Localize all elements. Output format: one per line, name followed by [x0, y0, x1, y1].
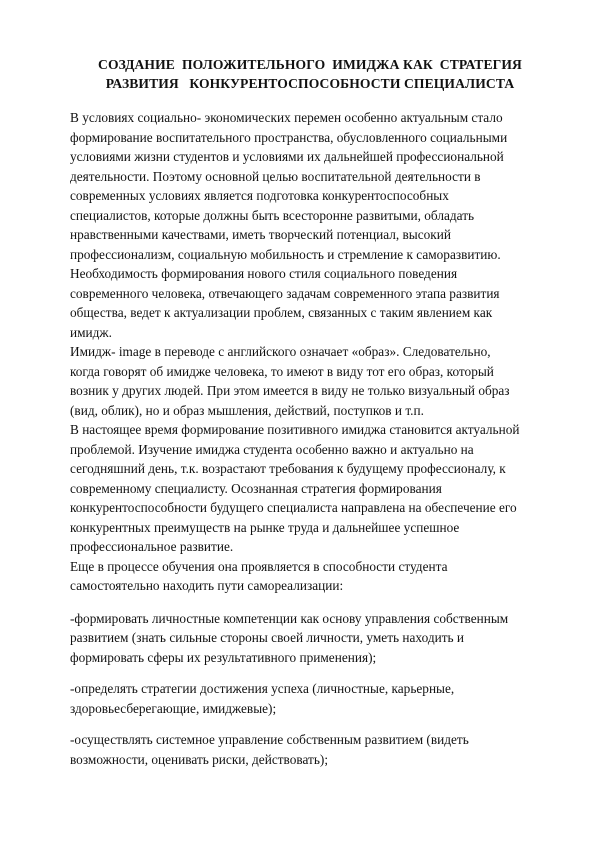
document-title	[60, 55, 560, 93]
text-line: возник у других людей. При этом имеется в виду не только визуальный образ	[70, 383, 510, 398]
text-line: развитием (знать сильные стороны своей личности, уметь находить и	[70, 630, 465, 645]
text-line: сегодняшний день, т.к. возрастают требования к будущему профессионалу, к	[70, 461, 506, 476]
text-line: когда говорят об имидже человека, то имеют в виду тот его образ, который	[70, 363, 494, 379]
text-line: нравственными качествами, иметь творческий потенциал, высокий	[70, 227, 451, 242]
text-line: конкурентных преимуществ на рынке труда и дальнейшее успешное	[70, 519, 460, 535]
text-line: деятельности. Поэтому основной целью воспитательной деятельности в	[70, 168, 481, 184]
text-line: имидж.	[70, 324, 112, 340]
text-line: -формировать личностные компетенции как основу управления собственным	[70, 610, 509, 626]
title-line: СОЗДАНИЕ ПОЛОЖИТЕЛЬНОГО ИМИДЖА КАК СТРАТЕГИЯ	[98, 57, 522, 72]
text-line: конкурентоспособности будущего специалиста направлена на обеспечение его	[70, 500, 517, 515]
text-line: формирование воспитательного пространства, обусловленного социальными	[70, 129, 508, 145]
spacer	[70, 596, 550, 609]
paragraph-self-realization	[70, 557, 550, 596]
text-line: возможности, оценивать риски, действовать);	[70, 751, 329, 767]
text-line: современных условиях является подготовка конкурентоспособных	[70, 188, 449, 203]
text-line: В условиях социально- экономических перемен особенно актуальным стало	[70, 110, 503, 125]
text-line: профессионализм, социальную мобильность и стремление к саморазвитию.	[70, 246, 501, 262]
text-line: общества, ведет к актуализации проблем, связанных с таким явлением как	[70, 305, 493, 320]
text-line: здоровьесберегающие, имиджевые);	[70, 700, 277, 716]
text-line: Еще в процессе обучения она проявляется в способности студента	[70, 558, 448, 574]
document-body	[70, 108, 550, 769]
text-line: условиями жизни студентов и условиями их дальнейшей профессиональной	[70, 149, 504, 164]
text-line: современного человека, отвечающего задачам современного этапа развития	[70, 285, 500, 301]
paragraph-current-state	[70, 420, 550, 557]
text-line: самостоятельно находить пути самореализации:	[70, 578, 344, 593]
list-item	[70, 730, 550, 769]
list-item	[70, 679, 550, 718]
text-line: современному специалисту. Осознанная стратегия формирования	[70, 480, 442, 496]
text-line: Необходимость формирования нового стиля социального поведения	[70, 266, 458, 281]
text-line: формировать сферы их результативного применения);	[70, 649, 377, 665]
text-line: проблемой. Изучение имиджа студента особенно важно и актуально на	[70, 441, 474, 457]
text-line: -определять стратегии достижения успеха (личностные, карьерные,	[70, 681, 455, 696]
spacer	[70, 718, 550, 730]
text-line: Имидж- image в переводе с английского означает «образ». Следовательно,	[70, 344, 491, 359]
text-line: В настоящее время формирование позитивного имиджа становится актуальной	[70, 422, 520, 437]
title-line: РАЗВИТИЯ КОНКУРЕНТОСПОСОБНОСТИ СПЕЦИАЛИСТА	[105, 76, 515, 91]
paragraph-intro	[70, 108, 550, 342]
spacer	[70, 667, 550, 679]
list-item	[70, 609, 550, 668]
paragraph-image-definition	[70, 342, 550, 420]
text-line: профессиональное развитие.	[70, 539, 234, 554]
text-line: -осуществлять системное управление собственным развитием (видеть	[70, 732, 469, 747]
text-line: специалистов, которые должны быть всесторонне развитыми, обладать	[70, 207, 475, 223]
text-line: (вид, облик), но и образ мышления, действий, поступков и т.п.	[70, 402, 424, 418]
